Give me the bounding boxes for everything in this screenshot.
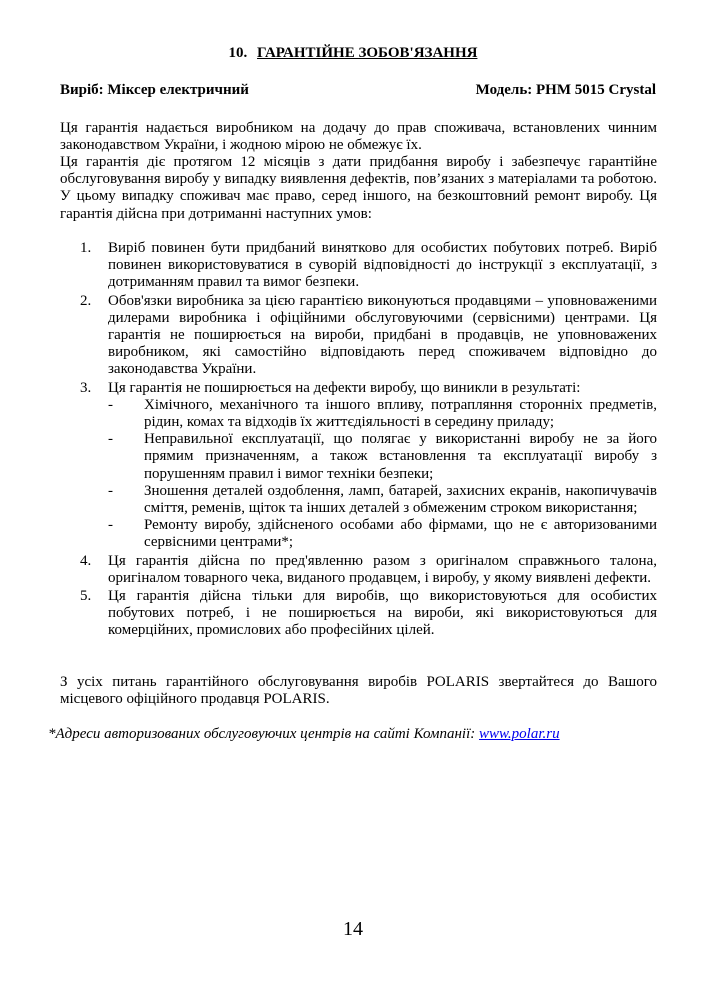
warranty-conditions-list	[60, 240, 657, 641]
page-number: 14	[343, 918, 363, 940]
condition-item-5	[60, 588, 657, 640]
exclusion-text: Ремонту виробу, здійсненого особами або фірмами, що не є авторизованими сервісними центрами*;	[144, 517, 657, 551]
exclusion-text: Хімічного, механічного та іншого впливу, потрапляння сторонніх предметів, рідин, комах та відходів їх життєдіяльності в середину приладу;	[144, 396, 657, 431]
exclusion-item	[108, 431, 657, 483]
product-label: Виріб: Міксер електричний	[60, 82, 249, 98]
condition-number: 4.	[80, 552, 92, 569]
condition-number: 5.	[80, 588, 92, 605]
intro-paragraph-2: Ця гарантія діє протягом 12 місяців з дати придбання виробу і забезпечує гарантійне обслуговування виробу у випадку виявлення дефектів, пов’язаних з матеріалами та роботою. У цьому випадку споживач має право, серед іншого, на безкоштовний ремонт виробу. Ця гарантія дійсна при дотриманні наступних умов:	[60, 154, 657, 222]
condition-text: Ця гарантія не поширюється на дефекти виробу, що виникли в результаті:	[108, 379, 581, 396]
condition-item-1	[60, 240, 657, 292]
exclusion-item	[108, 483, 657, 517]
website-link[interactable]: www.polar.ru	[479, 726, 560, 742]
exclusion-item	[108, 517, 657, 551]
footnote-text: *Адреси авторизованих обслуговуючих центрів на сайті Компанії:	[48, 726, 480, 742]
product-model: Модель: PHM 5015 Crystal	[475, 82, 656, 98]
section-title	[0, 45, 706, 62]
dash-bullet: -	[108, 396, 113, 413]
condition-number: 3.	[80, 379, 92, 396]
condition-item-4	[60, 553, 657, 587]
exclusion-text: Неправильної експлуатації, що полягає у використанні виробу не за його прямим призначенням, а також встановлення та експлуатації виробу з порушенням правил і вимог техніки безпеки;	[144, 431, 657, 482]
condition-text: Ця гарантія дійсна тільки для виробів, що використовуються для особистих побутових потреб, і не поширюється на вироби, які використовуються для комерційних, промислових або професійних цілей.	[108, 588, 657, 639]
dash-bullet: -	[108, 482, 113, 499]
closing-paragraph: З усіх питань гарантійного обслуговування виробів POLARIS звертайтеся до Вашого місцевого офіційного продавця POLARIS.	[60, 674, 657, 708]
dash-bullet: -	[108, 431, 113, 448]
condition-number: 1.	[80, 240, 92, 256]
condition-item-3	[60, 380, 657, 552]
condition-text: Виріб повинен бути придбаний винятково для особистих побутових потреб. Виріб повинен використовуватися в суворій відповідності до інструкції з експлуатації, з дотриманням правил та вимог безпеки.	[108, 240, 657, 291]
section-number: 10.	[228, 45, 248, 61]
product-line	[60, 82, 656, 99]
condition-text: Ця гарантія дійсна по пред'явленню разом з оригіналом справжнього талона, оригіналом товарного чека, виданого продавцем, і виробу, у якому виявлені дефекти.	[108, 552, 657, 586]
exclusion-item	[108, 397, 657, 431]
exclusion-text: Зношення деталей оздоблення, ламп, батарей, захисних екранів, накопичувачів сміття, ременів, щіток та інших деталей з обмеженим строком використання;	[144, 482, 657, 517]
section-title-text: ГАРАНТІЙНЕ ЗОБОВ'ЯЗАННЯ	[257, 45, 478, 61]
condition-item-2	[60, 293, 657, 379]
footnote	[48, 726, 668, 743]
exclusions-list	[108, 397, 657, 552]
intro-paragraph-1: Ця гарантія надається виробником на додачу до прав споживача, встановлених чинним законодавством України, і жодною мірою не обмежує їх.	[60, 120, 657, 154]
dash-bullet: -	[108, 517, 113, 534]
condition-text: Обов'язки виробника за цією гарантією виконуються продавцями – уповноваженими дилерами виробника і офіційними обслуговуючими (сервісними) центрами. Ця гарантія не поширюється на вироби, придбані в продавців, не уповноважених виробником, які самостійно відповідають перед споживачем відповідно до законодавства України.	[108, 292, 657, 378]
condition-number: 2.	[80, 292, 92, 309]
